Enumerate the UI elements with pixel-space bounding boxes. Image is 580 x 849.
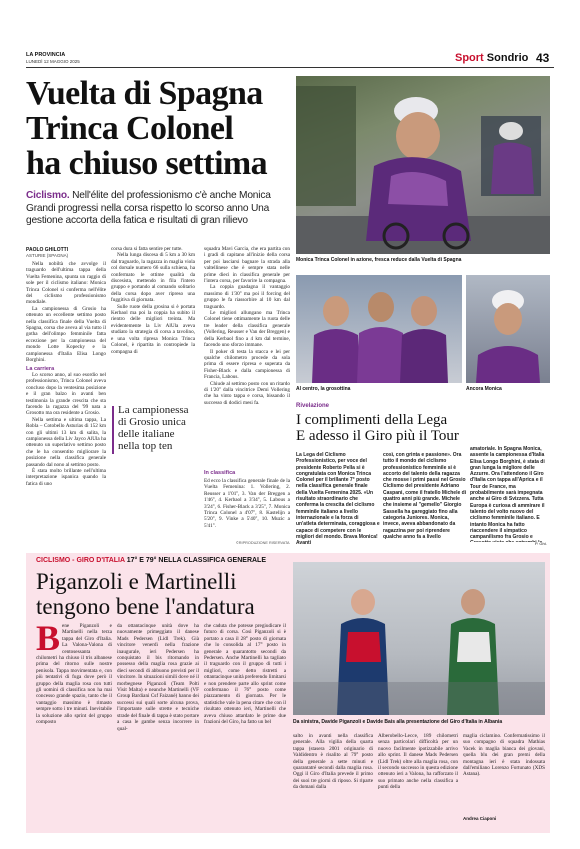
story1-column-3: squadra Mavi Garcia, che era partita con i gradi di capitano all'inizio della corsa per poi lasciarsi bagnare la strada alla valtellinese che è sempre stata nelle prime dieci in classifica generale per l'intera corsa, per favorire la compagna. La coppia guadagna il vantaggio massimo di 1'30'' ma poi il forcing del gruppo le fa riassorbire al 10 km dal traguardo. Le migliori allungano ma Trinca Colonel tiene ottimamente la ruota delle tre leader della classifica generale (Vollering, Reusser e Van der Breggen) e della Kerbaol fino a 4 km dal termine, facendo uno sforzo immane. Il poker di testa la stacca e lei per qualche chilometro procede da sola prima di essere ripresa e superata da Fisher-Black e dalla campionessa di Francia, Labous. Chiude al settimo posto con un ritardo di 1'20'' dalla vincitrice Demi Vollering che ha vinto tappa e corsa, bissando il successo di dodici mesi fa. — [204, 246, 290, 406]
portrait-photo — [466, 275, 550, 383]
classification-title: In classifica — [204, 470, 236, 476]
drop-cap: B — [36, 623, 61, 658]
story2-signature: P. Ghi. — [535, 541, 547, 546]
page-number: 43 — [536, 51, 550, 65]
story1-column-2: corsa dura si fatta sentire per tutte. Nella lunga discesa di 5 km a 30 km dal traguardo, la ragazza in maglia viola col dorsale numero 66 sulla schiena, ha confermato le ottime qualità da discesista, mettendo in fila l'intero gruppo e portando al comando solitario della corsa dopo aver ripreso una fuggitiva di giornata. Sulle ruote della grosina si è portata Kerbaol ma poi la coppia ha subito il rientro delle migliori treinta. Ma evidentemente la Liv AlUla aveva studiato la strategia di corsa a tavolino, e una volta ripresa Monica Trinca Colonel, è ripartita in contropiede la compagna di — [111, 246, 195, 355]
classification-text: Ed ecco la classifica generale finale de la Vuelta Femenina: 1. Vollering, 2. Reusser a 1'01'', 3. Van der Breggen a 1'46'', 4. Kerbaol a 3'34'', 5. Labous a 3'24'', 6. Fisher-Black a 3'25'', 7. Monica Trinca Colonel a 4'07'', 8. Kastelijn a 5'20'', 9. Vinke a 5'40'', 10. Muzic a 5'41''. — [204, 478, 290, 529]
main-photo — [296, 76, 550, 254]
story1-headline: Vuelta di Spagna Trinca Colonel ha chiuso settima — [26, 75, 268, 182]
story3-column-6: maglia ciclamino. Confermatissimo il suo compagno di squadra Mathias Vacek in maglia bianca dei giovani, quella blu dei gran premi della montagna ieri è stata indossata dall'emiliano Lorenzo Fortunato (XDS Astana). — [463, 733, 545, 778]
story2-column-2: così, con grinta e passione». Ora tutto il mondo del ciclismo professionistico femminile si è accorto del talento della ragazza che mosse i primi passi nel Grosio Ciclismo del presidente Adriano Caspani, come il fratello Michele di quattro anni più grande. Michele che insieme al "gemello" Giorgio Sassella ha gareggiato fino alla categoria Juniores. Monica, invece, aveva abbandonato da ragazzina per poi riprendere qualche anno fa a livello — [383, 452, 467, 540]
story3-column-1: B ene Piganzoli e Martinelli nella terza tappa del Giro d'Italia. La Valona-Valona di centosessanta chilometri ha chiuso il tris albanese prima del ritorno sulle nostre penisola. Tappa movimentata e, con più tentativi di fuga dove però il gruppo della maglia rosa con tutti gli uomini di classifica non ha mai concesso grande spazio, tanto che il vantaggio massimo è rimasto sempre sotto i tre minuti. Inevitabile la soluzione allo sprint del gruppo composto — [36, 623, 112, 726]
pull-quote-bar — [112, 406, 114, 454]
paper-name: LA PROVINCIA — [26, 52, 66, 58]
photo-caption-podium: Al centro, la grosottina — [296, 386, 351, 392]
dateline: ASTURIE (SPAGNA) — [26, 253, 69, 258]
page-date: LUNEDÌ 12 MAGGIO 2025 — [26, 59, 80, 64]
story3-headline: Piganzoli e Martinelli tengono bene l'andatura — [36, 569, 255, 619]
section-label: Sport Sondrio — [455, 52, 529, 64]
photo-caption-main: Monica Trinca Colonel in azione, fresca reduce dalla Vuelta di Spagna — [296, 257, 462, 263]
rights-notice: ©RIPRODUZIONE RISERVATA — [236, 541, 290, 545]
story3-tag: CICLISMO - GIRO D'ITALIA 17° E 79° NELLA CLASSIFICA GENERALE — [36, 557, 266, 564]
photo-caption-story3: Da sinistra, Davide Piganzoli e Davide Bais alla presentazione del Giro d'Italia in Albania — [293, 719, 503, 725]
story3-signature: Andrea Ciaponi — [463, 816, 497, 821]
photo-caption-portrait: Ancora Monica — [466, 386, 502, 392]
story2-column-1: La Lega del Ciclismo Professionistico, per voce del presidente Roberto Pella si è congratulata con Monica Trinca Colonel per il brillante 7° posto nella classifica generale finale della Vuelta Femenina 2025. «Un risultato straordinario che conferma la crescita del ciclismo femminile italiano a livello internazionale e la forza di un'atleta determinata, coraggiosa e capace di competere con le migliori del mondo. Brava Monica! Avanti — [296, 452, 380, 547]
story1-column-1: Nella nobiltà che avvolge il traguardo dell'ultima tappa della Vuelta Femenina, spunta un raggio di sole per il ciclismo italiano: Monica Trinca Colonel si conferma nell'élite del ciclismo professionismo mondiale. La campionessa di Grosio ha ottenuto un eccellente settimo posto nella classifica finale della Vuelta di Spagna, corsa che aveva al via tutto il gotha dell'olimpo femminile fatta eccezione per la campionessa del mondo Lotte Kopecky e la campionessa d'Italia Elisa Longo Borghini. La carriera Lo scorso anno, al suo esordio nel professionismo, Trinca Colonel aveva concluso dopo la ventesima posizione e il gran balzo in avanti ben testimonia la grande crescita che sta facendo la ragazza del '99 nata a Grosotto ma ora residente a Grosio. Nella settima e ultima tappa, La Robla – Cotobello Asturias di 152 km con gli ultimi 13 km di salita, la campionessa della Liv Jayco AlUla ha ottenuto un superlativo settimo posto che le ha consentito migliorare la posizione nella classifica generale passando dal nono al settimo posto. È stata molto brillante nell'ultima interpretazione ispanica quando la fatica di uno — [26, 261, 106, 487]
story3-column-3: che caduta che potesse pregiudicare il futuro di corsa. Così Piganzoli si è portato a casa il 28° posto di giornata che lo consolida al 17° posto in generale a quarantotto secondi da Pedersen. Anche Martinelli ha tagliato il traguardo con il gruppo di tutti i migliori, come detto ristretti a ottantacinque unità preferendo limitarsi e non prendere parte allo sprint come confermano il 76° posto come piazzamento di giornata. Per le statistiche vale la pena citare che con il risultato ottenuto ieri, Martinelli che aveva chiuso attardato le prime due frazioni del Giro, ha fatto un bel — [204, 623, 286, 726]
story2-column-3: amatoriale. In Spagna Monica, assente la campionessa d'Italia Elisa Longo Borghini, è stata di gran lunga la migliore delle Azzurre. Ora l'attendono il Giro d'Italia con tappa all'Aprica e il Tour de France, ma probabilmente sarà impegnata anche ai Giro di Svizzera. Tutta Europa è curiosa di ammirare il talento del volto nuovo del ciclismo femminile italiano. E intanto Monica ha fatto riaccendere il simpatico campanilismo fra Grosio e — [470, 446, 545, 541]
pull-quote: La campionessa di Grosio unica delle italiane nella top ten — [118, 404, 189, 452]
masthead-rule — [26, 67, 554, 68]
story3-column-4: salto in avanti nella classifica generale. Alla vigilia della quarta tappa (stasera 2001 originario di Valdidentro è risalito al 79° posto della generale a sette minuti e quarantatré secondi dalla maglia rosa. Oggi il Giro d'Italia prevede il primo dei suoi tre giorni di riposo. Si riparte da domani dalla — [293, 733, 373, 791]
story1-deck: Ciclismo. Nell'élite del professionismo c'è anche Monica Grandi progressi nella corsa rispetto lo scorso anno Una gestione accorta della fatica e risultati di gran rilievo — [26, 190, 271, 226]
story3-column-5: Alberobello-Lecce, 189 chilometri senza particolari difficoltà per un nuovo facilmente ipotizzabile arrivo allo sprint. Il danese Mads Pedersen (Lidl Trek) oltre alla maglia rosa, con il secondo successo in questa edizione ottenuto ieri a Valona, ha rafforzato il suo primato anche nella classifica a punti della — [378, 733, 458, 791]
story2-headline: I complimenti della Lega E adesso il Giro più il Tour — [296, 412, 459, 444]
story3-column-2: da ottantacinque unità dove ha nuovamente primeggiato il danese Mads Pedersen (Lidl Trek). Già vincitore venerdì nella frazione inaugurale, ieri Pedersen ha conquistato il bis ritornando in possesso della maglia rosa grazie ai dieci secondi di abbuono previsti per il vincitore. In situazioni simili dove né il morbegnese Piganzoli (Team Polti Visit Malta) e neanche Martinelli (VF Group Bardiani Csf Faizanè) hanno dei successi sui quali sorte alcuna prova, l'importante sulle strette e tecniche strade del finale di tappa è stato portare a casa le gambe senza incorrere in qual- — [117, 623, 199, 732]
podium-photo — [296, 275, 462, 383]
presentation-photo — [293, 562, 545, 715]
story2-kicker: Rivelazione — [296, 403, 330, 409]
byline: PAOLO GHILOTTI — [26, 247, 69, 253]
